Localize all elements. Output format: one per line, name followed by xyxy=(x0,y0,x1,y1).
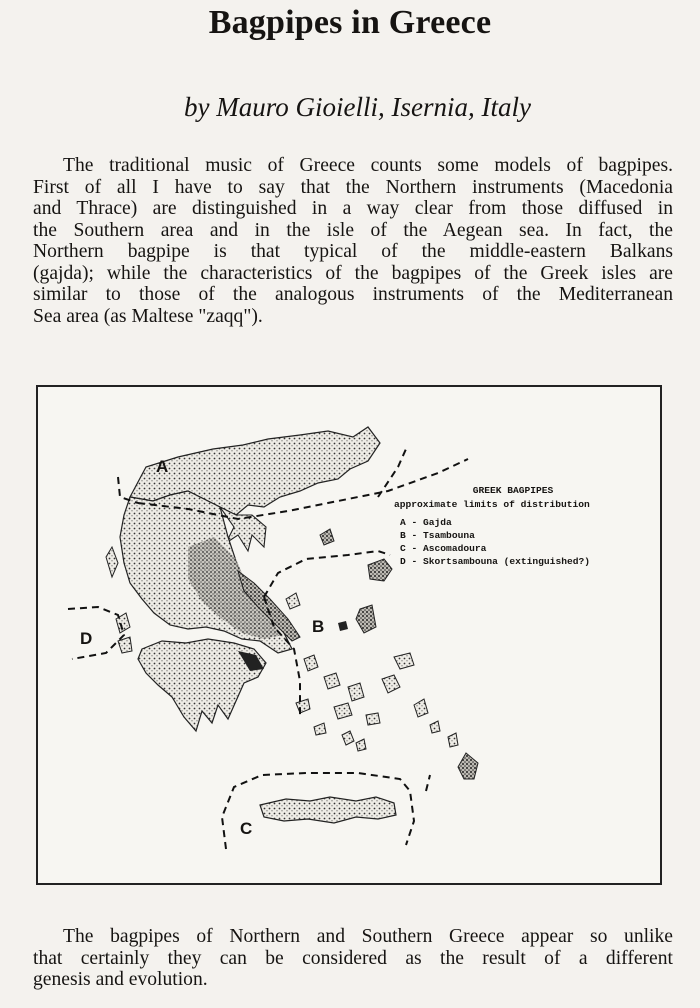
article-byline: by Mauro Gioielli, Isernia, Italy xyxy=(184,92,531,122)
text-line: the Southern area and in the isle of the Aegean sea. In fact, the xyxy=(33,219,673,241)
text-line: that certainly they can be considered as the result of a different xyxy=(33,947,673,969)
zone-label-b: B xyxy=(312,617,325,636)
distribution-map-figure xyxy=(36,385,662,885)
text-line: First of all I have to say that the Northern instruments (Macedonia xyxy=(33,176,673,198)
zone-label-a: A xyxy=(156,457,169,476)
article-title: Bagpipes in Greece xyxy=(208,4,492,41)
legend-item-a: A - Gajda xyxy=(400,517,452,528)
map-legend xyxy=(394,484,638,568)
legend-item-d: D - Skortsambouna (extinguished?) xyxy=(400,556,590,567)
map-land-crete xyxy=(260,797,396,823)
text-line: similar to those of the analogous instruments of the Mediterranean xyxy=(33,284,673,305)
closing-paragraph xyxy=(33,926,673,991)
text-line: Sea area (as Maltese "zaqq"). xyxy=(33,305,263,327)
text-line: genesis and evolution. xyxy=(33,969,208,990)
intro-paragraph xyxy=(33,155,673,327)
text-line: and Thrace) are distinguished in a way clear from those diffused in xyxy=(33,198,673,219)
greece-map xyxy=(38,387,660,883)
legend-item-b: B - Tsambouna xyxy=(400,530,475,541)
text-line: The traditional music of Greece counts some models of bagpipes. xyxy=(63,155,673,176)
map-land-peloponnese xyxy=(138,639,266,731)
legend-title: GREEK BAGPIPES xyxy=(472,485,554,496)
legend-item-c: C - Ascomadoura xyxy=(400,543,487,554)
text-line: (gajda); while the characteristics of the bagpipes of the Greek isles are xyxy=(33,262,673,284)
zone-label-c: C xyxy=(240,819,253,838)
legend-subtitle: approximate limits of distribution xyxy=(394,499,590,510)
text-line: Northern bagpipe is that typical of the middle-eastern Balkans xyxy=(33,241,673,262)
text-line: The bagpipes of Northern and Southern Greece appear so unlike xyxy=(63,926,673,947)
zone-label-d: D xyxy=(80,629,93,648)
